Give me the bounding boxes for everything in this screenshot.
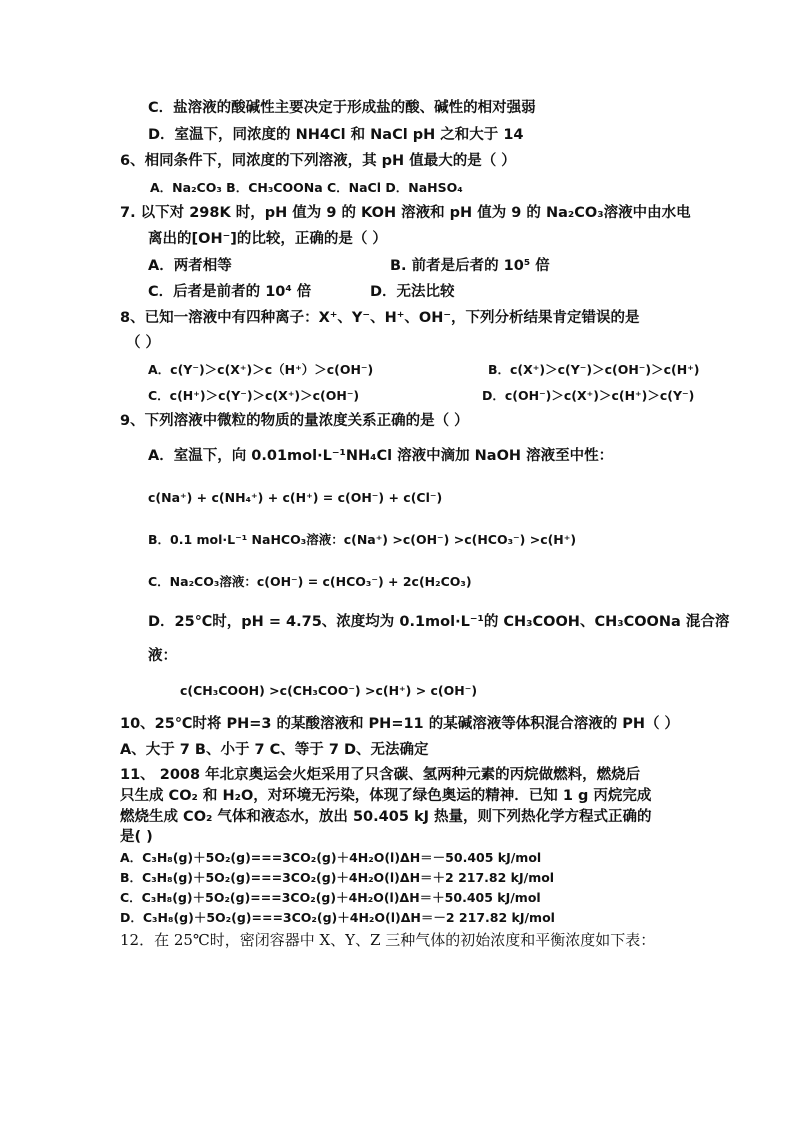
q11-option-a: A．C₃H₈(g)＋5O₂(g)===3CO₂(g)＋4H₂O(l)ΔH＝－50.405 kJ/mol bbox=[120, 850, 542, 865]
q7-option-d: D．无法比较 bbox=[370, 284, 455, 300]
q7-option-c: C．后者是前者的 10⁴ 倍 bbox=[148, 284, 312, 300]
q8-option-d: D．c(OH⁻)＞c(X⁺)＞c(H⁺)＞c(Y⁻) bbox=[482, 388, 695, 403]
q12-stem: 12．在 25℃时，密闭容器中 X、Y、Z 三种气体的初始浓度和平衡浓度如下表： bbox=[120, 931, 656, 949]
q8-stem: 8、已知一溶液中有四种离子：X⁺、Y⁻、H⁺、OH⁻，下列分析结果肯定错误的是 bbox=[120, 310, 640, 326]
q5-option-c: C．盐溶液的酸碱性主要决定于形成盐的酸、碱性的相对强弱 bbox=[148, 100, 536, 116]
q11-option-d: D．C₃H₈(g)＋5O₂(g)===3CO₂(g)＋4H₂O(l)ΔH＝－2 217.82 kJ/mol bbox=[120, 910, 555, 925]
q11-stem-2: 只生成 CO₂ 和 H₂O，对环境无污染，体现了绿色奥运的精神．已知 1 g 丙烷完成 bbox=[120, 788, 652, 804]
q11-stem-3: 燃烧生成 CO₂ 气体和液态水，放出 50.405 kJ 热量，则下列热化学方程式正确的 bbox=[120, 809, 652, 825]
q9-option-d: D．25℃时，pH = 4.75、浓度均为 0.1mol·L⁻¹的 CH₃COOH、CH₃COONa 混合溶 bbox=[148, 614, 730, 630]
q11-option-c: C．C₃H₈(g)＋5O₂(g)===3CO₂(g)＋4H₂O(l)ΔH＝＋50.405 kJ/mol bbox=[120, 890, 541, 905]
q7-option-a: A．两者相等 bbox=[148, 258, 232, 274]
q9-option-a: A．室温下，向 0.01mol·L⁻¹NH₄Cl 溶液中滴加 NaOH 溶液至中性： bbox=[148, 448, 614, 464]
q9-option-a-formula: c(Na⁺) + c(NH₄⁺) + c(H⁺) = c(OH⁻) + c(Cl⁻) bbox=[148, 490, 443, 505]
q5-option-d: D．室温下，同浓度的 NH4Cl 和 NaCl pH 之和大于 14 bbox=[148, 127, 524, 143]
q7-option-b: B. 前者是后者的 10⁵ 倍 bbox=[390, 258, 550, 274]
q9-stem: 9、下列溶液中微粒的物质的量浓度关系正确的是（ ） bbox=[120, 413, 469, 429]
q10-options: A、大于 7 B、小于 7 C、等于 7 D、无法确定 bbox=[120, 742, 429, 758]
q10-stem: 10、25℃时将 PH=3 的某酸溶液和 PH=11 的某碱溶液等体积混合溶液的 PH（ ） bbox=[120, 716, 680, 732]
q9-option-d-formula: c(CH₃COOH) >c(CH₃COO⁻) >c(H⁺) > c(OH⁻) bbox=[180, 683, 478, 698]
q8-option-c: C．c(H⁺)＞c(Y⁻)＞c(X⁺)＞c(OH⁻) bbox=[148, 388, 360, 403]
q8-option-a: A．c(Y⁻)＞c(X⁺)＞c（H⁺）＞c(OH⁻) bbox=[148, 362, 374, 377]
q6-stem: 6、相同条件下，同浓度的下列溶液，其 pH 值最大的是（ ） bbox=[120, 153, 516, 169]
q8-option-b: B．c(X⁺)＞c(Y⁻)＞c(OH⁻)＞c(H⁺) bbox=[488, 362, 700, 377]
q11-option-b: B．C₃H₈(g)＋5O₂(g)===3CO₂(g)＋4H₂O(l)ΔH＝＋2 217.82 kJ/mol bbox=[120, 870, 555, 885]
q9-option-d-cont: 液： bbox=[148, 648, 177, 664]
q7-stem: 7. 以下对 298K 时，pH 值为 9 的 KOH 溶液和 pH 值为 9 的 Na₂CO₃溶液中由水电 bbox=[120, 205, 691, 221]
q8-stem-cont: （ ） bbox=[126, 335, 161, 351]
q6-options: A．Na₂CO₃ B．CH₃COONa C．NaCl D．NaHSO₄ bbox=[150, 180, 463, 195]
q9-option-c: C．Na₂CO₃溶液：c(OH⁻) = c(HCO₃⁻) + 2c(H₂CO₃) bbox=[148, 574, 472, 589]
q9-option-b: B．0.1 mol·L⁻¹ NaHCO₃溶液：c(Na⁺) >c(OH⁻) >c(HCO₃⁻) >c(H⁺) bbox=[148, 532, 577, 547]
q7-stem-cont: 离出的[OH⁻]的比较，正确的是（ ） bbox=[148, 231, 387, 247]
q11-stem-4: 是( ) bbox=[120, 829, 153, 845]
q11-stem: 11、 2008 年北京奥运会火炬采用了只含碳、氢两种元素的丙烷做燃料，燃烧后 bbox=[120, 767, 641, 783]
